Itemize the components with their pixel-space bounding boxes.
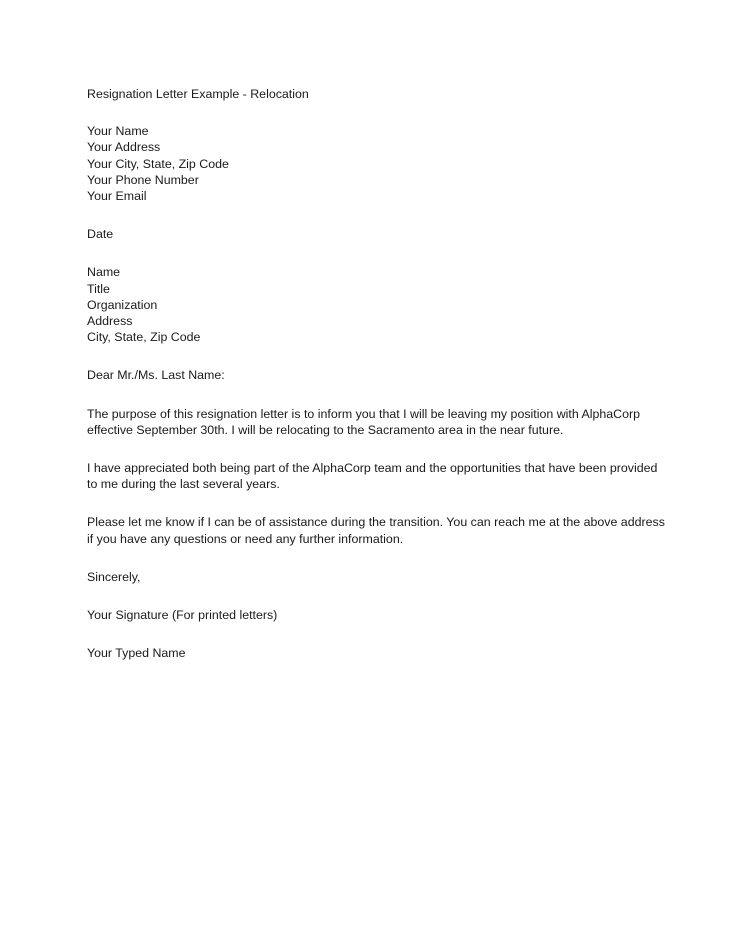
paragraph-line: I have appreciated both being part of the AlphaCorp team and the opportunities that have been provided	[87, 461, 658, 476]
recipient-name: Name	[87, 265, 121, 280]
recipient-address-block	[87, 264, 667, 345]
recipient-title: Title	[87, 281, 110, 296]
sender-phone: Your Phone Number	[87, 172, 199, 187]
paragraph-line: The purpose of this resignation letter is to inform you that I will be leaving my position with AlphaCorp	[87, 406, 641, 421]
sender-address-block	[87, 123, 667, 204]
date-line: Date	[87, 227, 114, 242]
paragraph-line: to me during the last several years.	[87, 477, 280, 492]
body-paragraph-3	[87, 514, 667, 546]
typed-name: Your Typed Name	[87, 646, 186, 661]
signature-line: Your Signature (For printed letters)	[87, 608, 278, 623]
resignation-letter	[87, 86, 667, 683]
closing: Sincerely,	[87, 569, 141, 584]
letter-title: Resignation Letter Example - Relocation	[87, 87, 309, 101]
recipient-organization: Organization	[87, 297, 158, 312]
paragraph-line: effective September 30th. I will be relocating to the Sacramento area in the near future.	[87, 422, 564, 437]
sender-address: Your Address	[87, 140, 161, 155]
recipient-address: Address	[87, 314, 133, 329]
sender-name: Your Name	[87, 124, 149, 139]
recipient-city-state-zip: City, State, Zip Code	[87, 330, 201, 345]
body-paragraph-1	[87, 406, 667, 438]
body-paragraph-2	[87, 460, 667, 492]
salutation: Dear Mr./Ms. Last Name:	[87, 368, 225, 383]
paragraph-line: if you have any questions or need any further information.	[87, 531, 404, 546]
sender-email: Your Email	[87, 189, 147, 204]
paragraph-line: Please let me know if I can be of assistance during the transition. You can reach me at the above address	[87, 515, 665, 530]
sender-city-state-zip: Your City, State, Zip Code	[87, 156, 229, 171]
